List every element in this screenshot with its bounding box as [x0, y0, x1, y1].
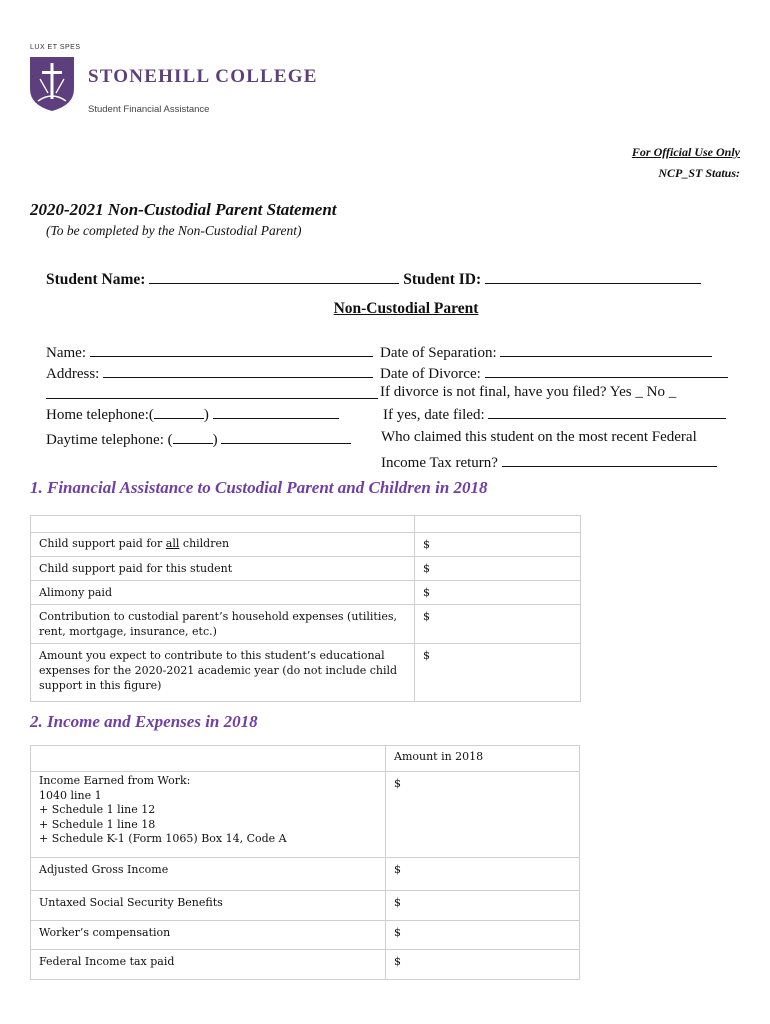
row-label-text-end: children [179, 537, 230, 550]
filed-date-label: If yes, date filed: [383, 407, 485, 423]
section1-table [30, 515, 581, 702]
row-label: Worker’s compensation [31, 921, 386, 950]
ncp-name-row [46, 342, 373, 362]
section1-heading: 1. Financial Assistance to Custodial Parent and Children in 2018 [30, 478, 488, 497]
ncp-address-field[interactable] [103, 363, 373, 378]
student-name-label: Student Name: [46, 271, 146, 288]
section2-col-header: Amount in 2018 [386, 746, 580, 772]
section2-header-label-cell [31, 746, 386, 772]
table-row [31, 950, 580, 980]
table-row [31, 644, 581, 702]
row-label: Income Earned from Work: 1040 line 1 + Schedule 1 line 12 + Schedule 1 line 18 + Schedule K-1 (Form 1065) Box 14, Code A [31, 772, 386, 858]
divorce-label: Date of Divorce: [380, 366, 481, 382]
student-id-field[interactable] [485, 269, 701, 284]
separation-row [380, 342, 712, 362]
section2-table [30, 745, 580, 980]
amount-field[interactable]: $ [415, 581, 581, 605]
form-subtitle: (To be completed by the Non-Custodial Parent) [46, 223, 302, 238]
section1-header-row [31, 516, 581, 533]
amount-field[interactable]: $ [386, 950, 580, 980]
ncp-day-phone-row [46, 429, 351, 449]
row-label: Amount you expect to contribute to this student’s educational expenses for the 2020-2021 academic year (do not include child support in this figure) [31, 644, 415, 702]
table-row [31, 772, 580, 858]
amount-field[interactable]: $ [386, 921, 580, 950]
table-row [31, 557, 581, 581]
row-label: Contribution to custodial parent’s household expenses (utilities, rent, mortgage, insurance, etc.) [31, 605, 415, 644]
table-row [31, 605, 581, 644]
form-title-year: 2020-2021 [30, 200, 104, 219]
claimed-question-line2-row [381, 452, 717, 472]
official-use-label: For Official Use Only [631, 145, 740, 159]
college-logo [28, 44, 318, 120]
claimed-question-line1: Who claimed this student on the most recent Federal [381, 429, 697, 445]
amount-field[interactable]: $ [415, 533, 581, 557]
row-label-text: Child support paid for [39, 537, 166, 550]
ncp-address-line2-row [46, 384, 378, 404]
section2-heading: 2. Income and Expenses in 2018 [30, 712, 258, 731]
row-label: Federal Income tax paid [31, 950, 386, 980]
table-row [31, 533, 581, 557]
separation-date-field[interactable] [500, 342, 712, 357]
amount-field[interactable]: $ [415, 644, 581, 702]
amount-field[interactable]: $ [415, 557, 581, 581]
form-title [30, 200, 337, 220]
ncp-address-row [46, 363, 373, 383]
table-row [31, 891, 580, 921]
filed-date-field[interactable] [488, 404, 726, 419]
home-phone-number-field[interactable] [213, 404, 339, 419]
table-row [31, 921, 580, 950]
divorce-filed-question: If divorce is not final, have you filed? Yes _ No _ [380, 384, 677, 400]
amount-field[interactable]: $ [415, 605, 581, 644]
form-title-main: Non-Custodial Parent Statement [103, 200, 337, 219]
table-row [31, 858, 580, 891]
logo-motto: LUX ET SPES [30, 44, 81, 51]
home-phone-area-field[interactable] [154, 404, 204, 419]
table-row [31, 581, 581, 605]
amount-field[interactable]: $ [386, 858, 580, 891]
logo-college-name: STONEHILL COLLEGE [88, 66, 318, 87]
ncp-home-phone-row [46, 404, 339, 424]
home-phone-close-paren: ) [203, 407, 209, 423]
row-label: Adjusted Gross Income [31, 858, 386, 891]
home-phone-label: Home telephone:( [46, 407, 154, 423]
claimed-question-line2: Income Tax return? [381, 455, 498, 471]
amount-field[interactable]: $ [386, 891, 580, 921]
ncp-address-label: Address: [46, 366, 100, 382]
student-id-label: Student ID: [403, 271, 482, 288]
ncp-status-label: NCP_ST Status: [658, 166, 740, 180]
filed-date-row [383, 404, 726, 424]
logo-department: Student Financial Assistance [88, 104, 210, 115]
official-use-block [632, 142, 740, 184]
day-phone-area-field[interactable] [173, 429, 213, 444]
row-label: Untaxed Social Security Benefits [31, 891, 386, 921]
day-phone-label: Daytime telephone: ( [46, 432, 173, 448]
shield-cross-icon [28, 55, 76, 113]
separation-label: Date of Separation: [380, 345, 497, 361]
row-label [31, 533, 415, 557]
section1-header-cell [31, 516, 415, 533]
ncp-name-label: Name: [46, 345, 86, 361]
divorce-date-field[interactable] [485, 363, 728, 378]
amount-field[interactable]: $ [386, 772, 580, 858]
student-name-field[interactable] [149, 269, 399, 284]
claimed-field[interactable] [502, 452, 717, 467]
row-label: Child support paid for this student [31, 557, 415, 581]
ncp-heading: Non-Custodial Parent [333, 300, 479, 317]
student-row [46, 269, 701, 289]
divorce-row [380, 363, 728, 383]
section1-header-amount-cell [415, 516, 581, 533]
ncp-name-field[interactable] [90, 342, 373, 357]
day-phone-close-paren: ) [212, 432, 218, 448]
section2-header-row [31, 746, 580, 772]
row-label: Alimony paid [31, 581, 415, 605]
ncp-address-line2-field[interactable] [46, 384, 378, 399]
row-label-underlined: all [165, 537, 180, 550]
day-phone-number-field[interactable] [221, 429, 351, 444]
